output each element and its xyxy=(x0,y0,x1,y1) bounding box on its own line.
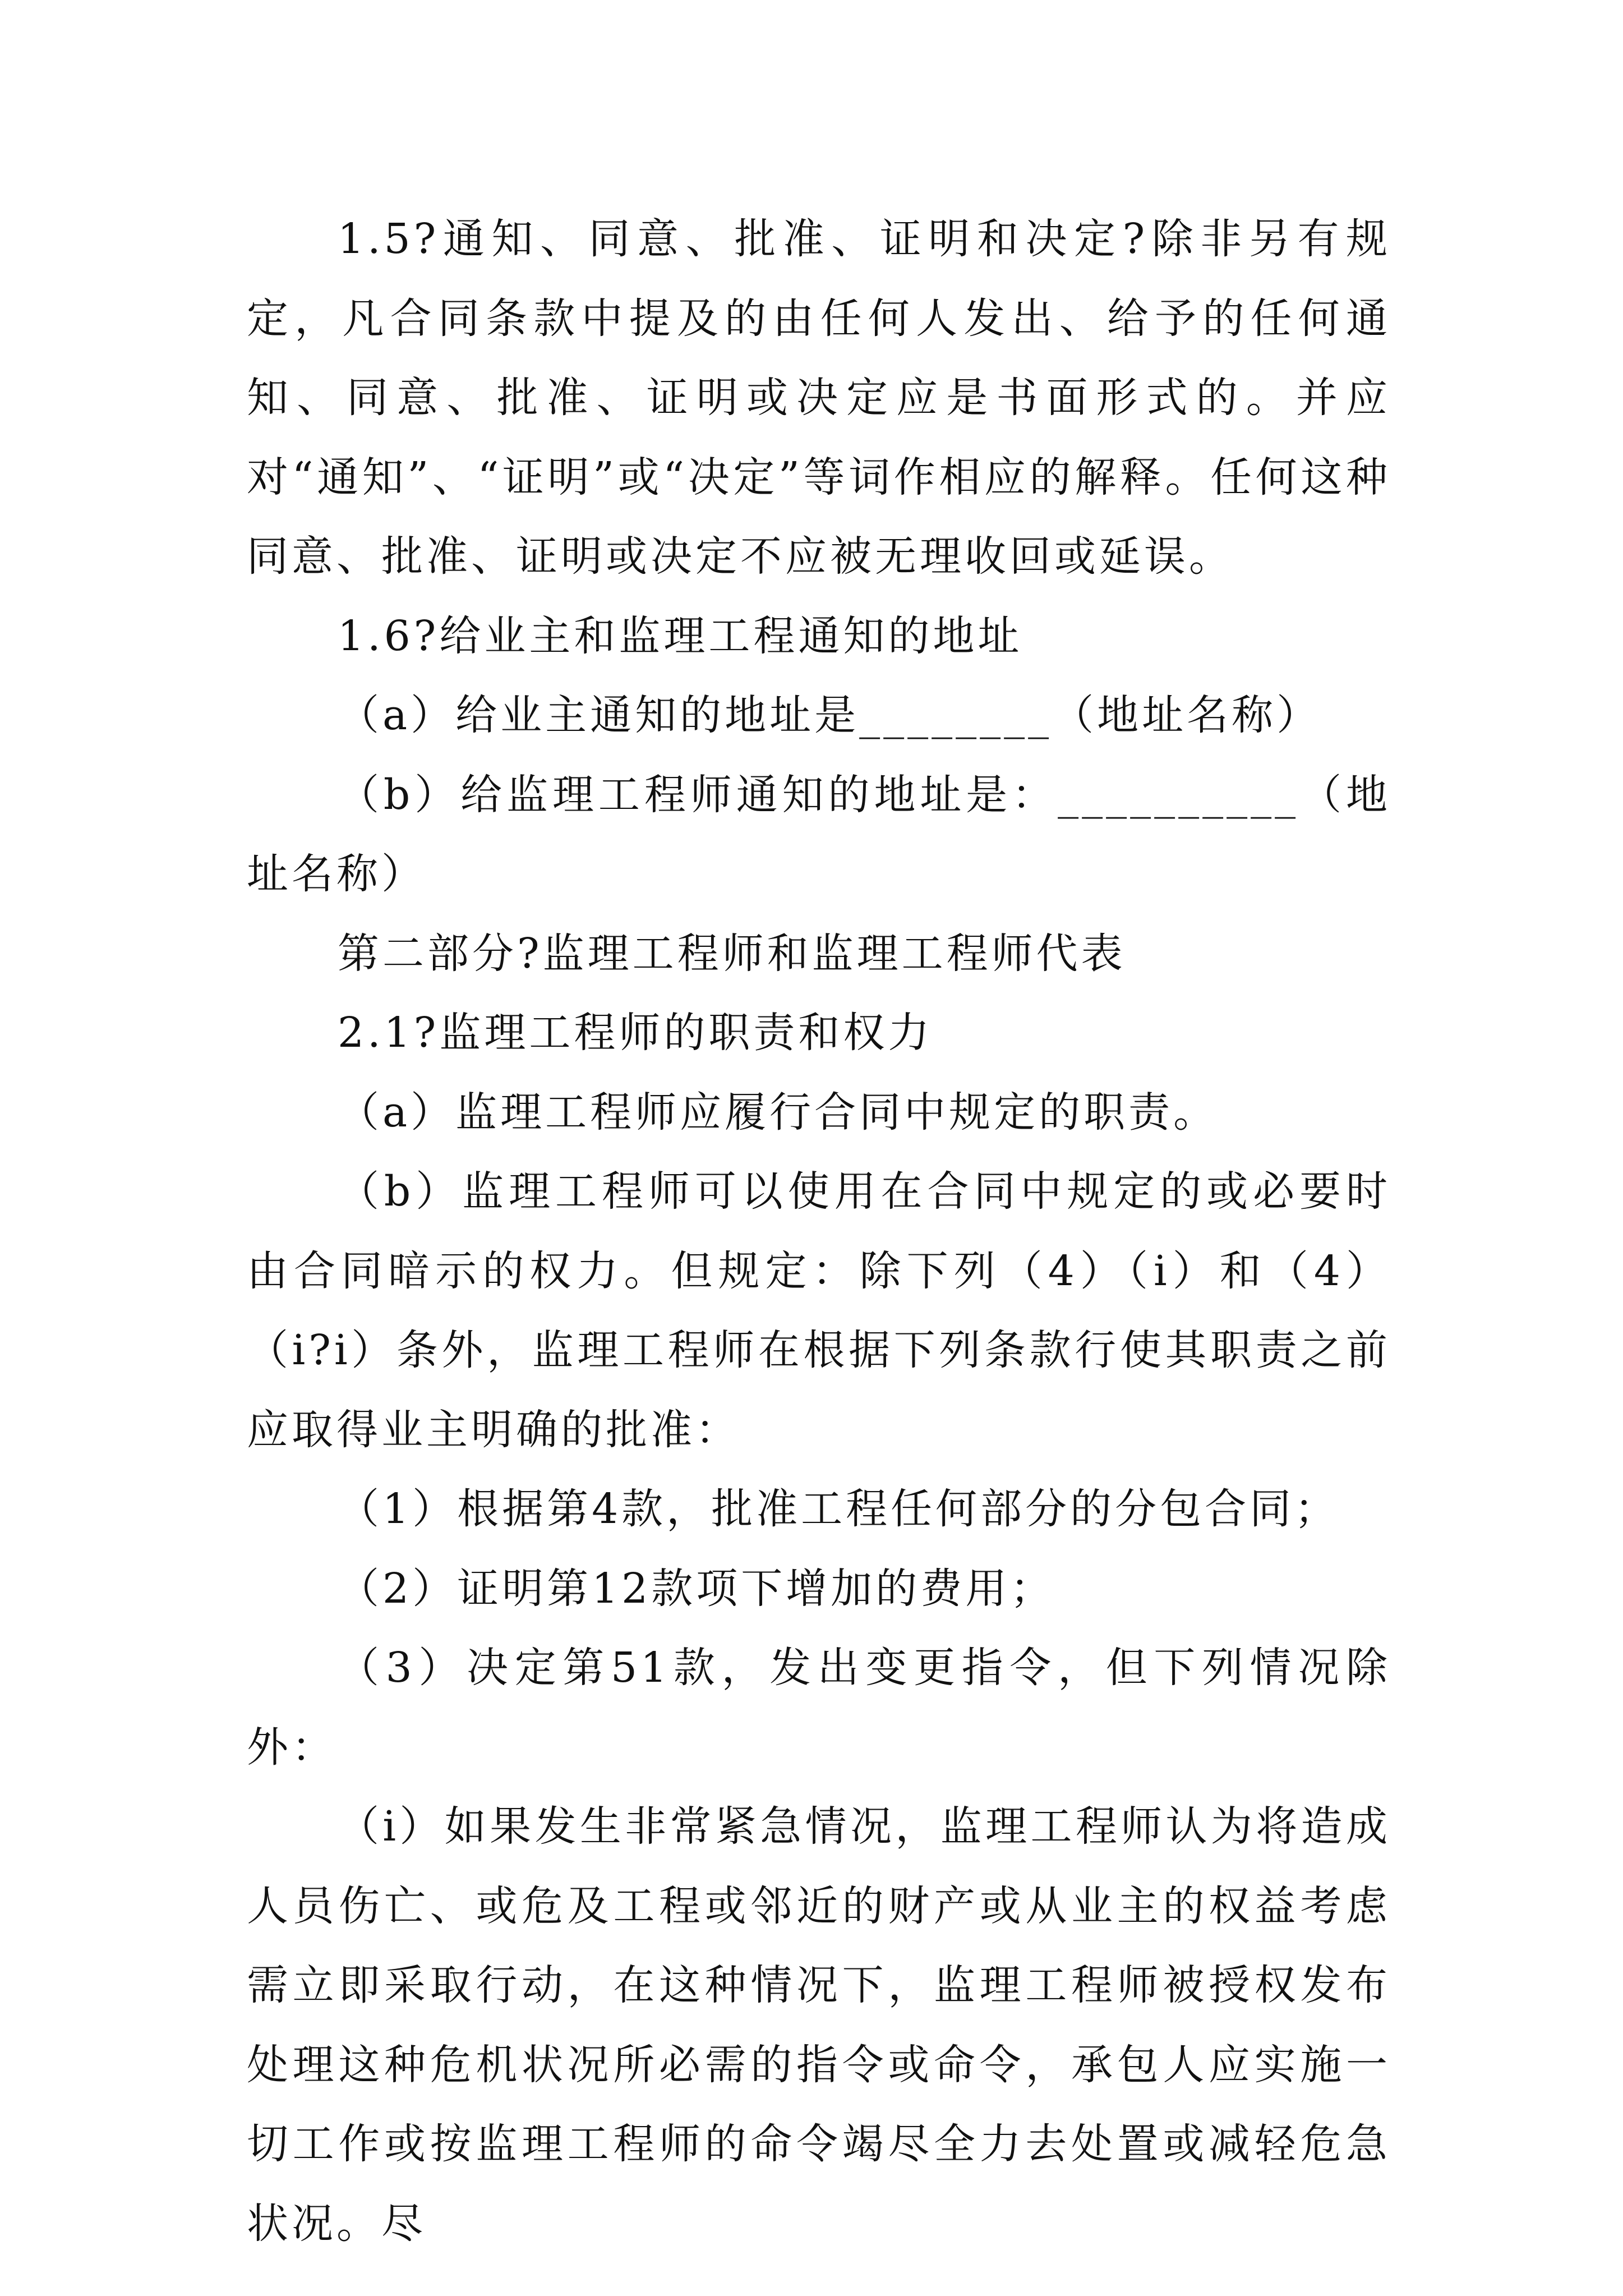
list-item-3-i: （i）如果发生非常紧急情况，监理工程师认为将造成人员伤亡、或危及工程或邻近的财产或从业主的权益考虑需立即采取行动，在这种情况下，监理工程师被授权发布处理这种危机状况所必需的指令或命令，承包人应实施一切工作或按监理工程师的命令竭尽全力去处置或减轻危急状况。尽 xyxy=(247,1802,1391,2248)
paragraph-2-1-heading: 2.1?监理工程师的职责和权力 xyxy=(338,1009,933,1057)
list-item-2: （2）证明第12款项下增加的费用； xyxy=(338,1564,1055,1613)
paragraph-2-1-a: （a）监理工程师应履行合同中规定的职责。 xyxy=(338,1088,1219,1137)
list-item-1: （1）根据第4款，批准工程任何部分的分包合同； xyxy=(338,1485,1340,1533)
paragraph-1-6-b: （b）给监理工程师通知的地址是：__________（地址名称） xyxy=(247,770,1391,898)
paragraph-1-5: 1.5?通知、同意、批准、证明和决定?除非另有规定，凡合同条款中提及的由任何人发出、给予的任何通知、同意、批准、证明或决定应是书面形式的。并应对“通知”、“证明”或“决定”等词作相应的解释。任何这种同意、批准、证明或决定不应被无理收回或延误。 xyxy=(247,215,1391,581)
paragraph-1-6-a: （a）给业主通知的地址是________（地址名称） xyxy=(338,691,1322,739)
paragraph-1-6-heading: 1.6?给业主和监理工程通知的地址 xyxy=(338,611,1023,660)
document-body xyxy=(247,200,1391,2263)
paragraph-2-1-b: （b）监理工程师可以使用在合同中规定的或必要时由合同暗示的权力。但规定：除下列（4）（i）和（4）（i?i）条外，监理工程师在根据下列条款行使其职责之前应取得业主明确的批准： xyxy=(247,1167,1391,1454)
section-two-heading: 第二部分?监理工程师和监理工程师代表 xyxy=(338,929,1126,978)
list-item-3: （3）决定第51款，发出变更指令，但下列情况除外： xyxy=(247,1644,1391,1772)
